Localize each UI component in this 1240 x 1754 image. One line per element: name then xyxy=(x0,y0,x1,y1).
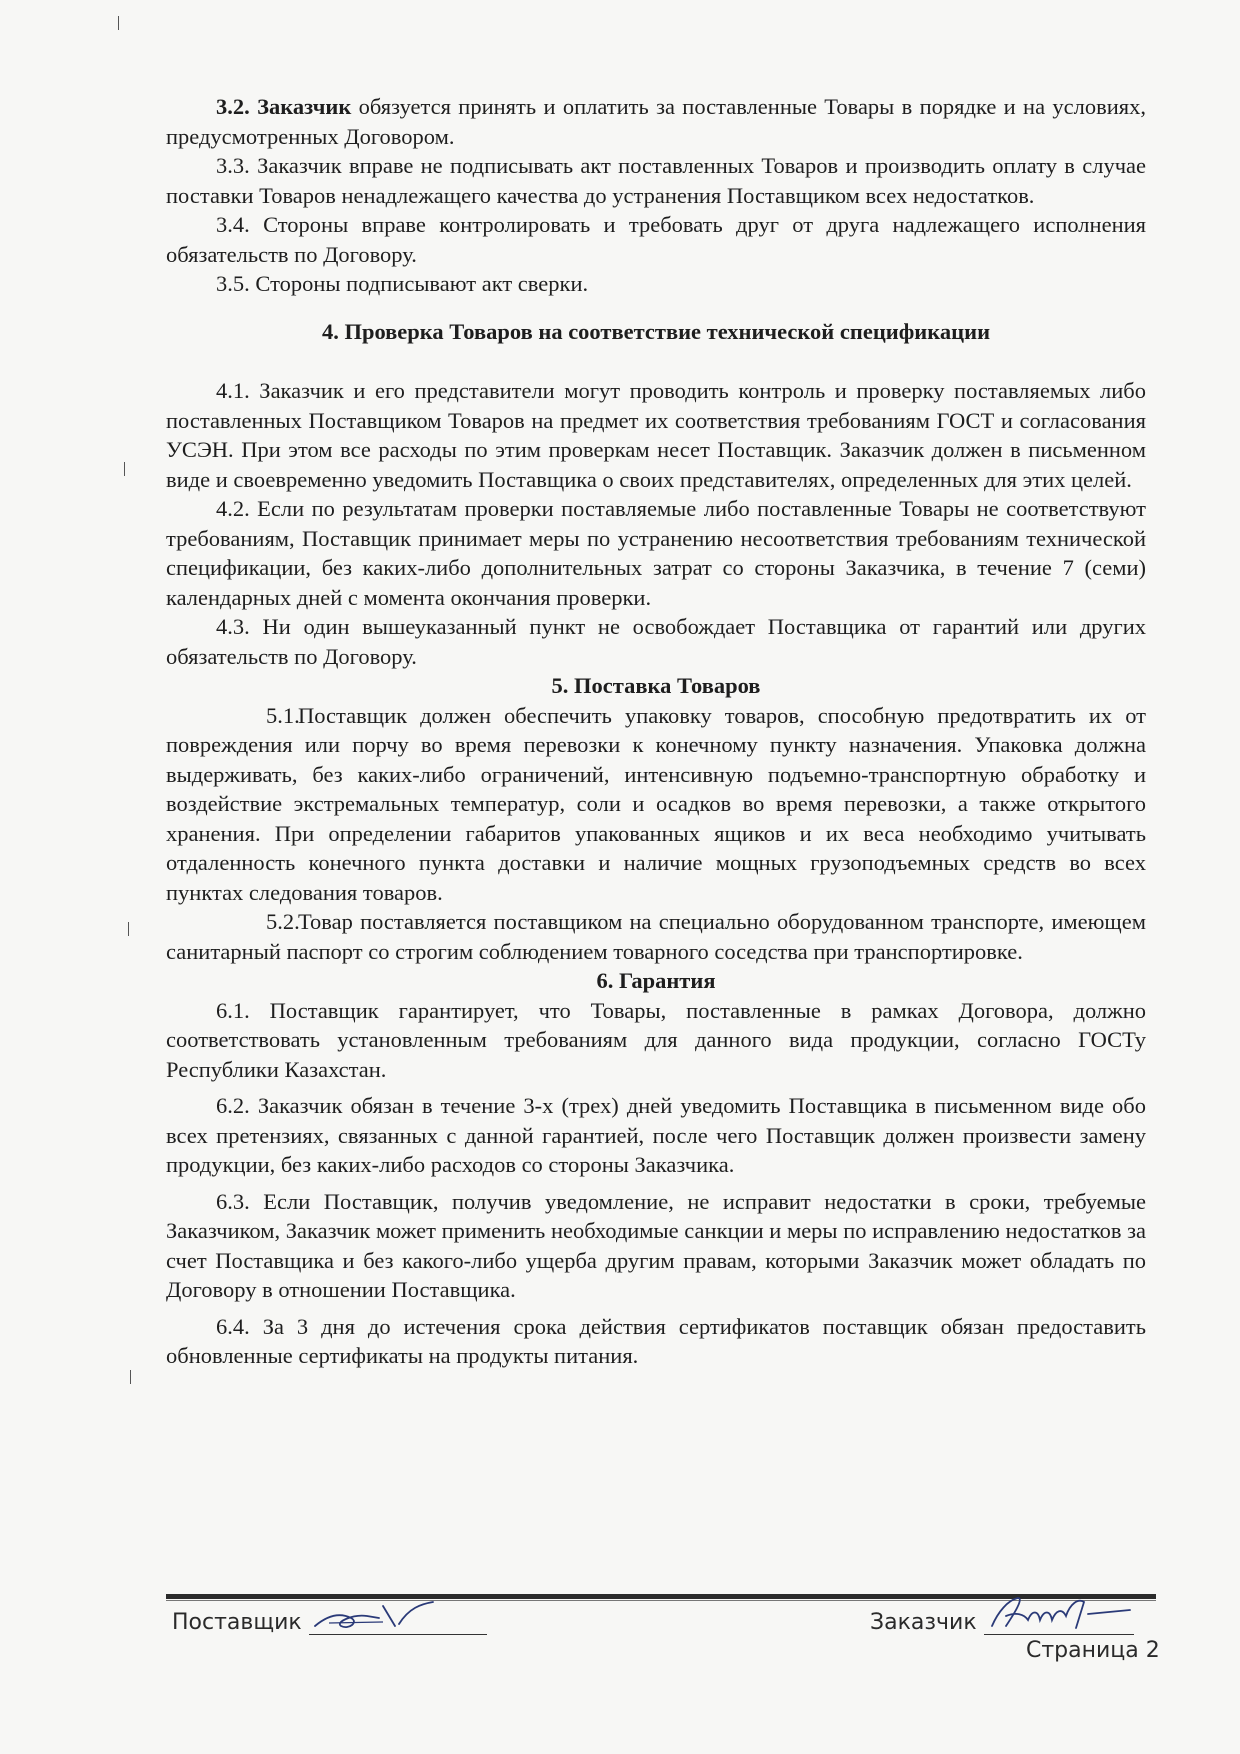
section-4-title: 4. Проверка Товаров на соответствие технической спецификации xyxy=(321,318,991,344)
clause-3-3: 3.3. Заказчик вправе не подписывать акт поставленных Товаров и производить оплату в случае поставки Товаров ненадлежащего качества до устранения Поставщиком всех недостатков. xyxy=(166,153,1146,208)
customer-signature-icon xyxy=(984,1592,1134,1636)
section-6-title: 6. Гарантия xyxy=(596,968,716,993)
page-number: Страница 2 xyxy=(1026,1638,1160,1663)
clause-text: Поставщик должен обеспечить упаковку товаров, способную предотвратить их от повреждения или порчу во время перевозки к конечному пункту назначения. Упаковка должна выдерживать, без каких-либо ограничений, интенсивную подъемно-транспортную обработку и воздействие экстремальных температур, соли и осадков во время перевозки, а также открытого хранения. При определении габаритов упакованных ящиков и их веса необходимо учитывать отдаленность конечного пункта доставки и наличие мощных грузоподъемных средств во всех пунктах следования товаров. xyxy=(166,702,1146,905)
clause-number: 3.2. xyxy=(216,94,250,119)
clause-6-3: 6.3. Если Поставщик, получив уведомление, не исправит недостатки в сроки, требуемые Заказчиком, Заказчик может применить необходимые санкции и меры по исправлению недостатков за счет Поставщика и без какого-либо ущерба другим правам, которыми Заказчик может обладать по Договору в отношении Поставщика. xyxy=(166,1188,1146,1302)
section-5-title: 5. Поставка Товаров xyxy=(551,673,761,698)
clause-3-5: 3.5. Стороны подписывают акт сверки. xyxy=(216,271,589,296)
clause-text: обязуется принять и оплатить за поставленные Товары в порядке и на условиях, предусмотренных Договором. xyxy=(166,94,1147,149)
clause-5-2 xyxy=(166,907,1146,966)
margin-mark xyxy=(128,922,129,936)
document-body xyxy=(166,92,1146,1371)
supplier-label: Поставщик xyxy=(172,1610,302,1635)
clause-4-2: 4.2. Если по результатам проверки поставляемые либо поставленные Товары не соответствуют требованиям, Поставщик принимает меры по устранению несоответствия требованиям технической спецификации, без каких-либо дополнительных затрат со стороны Заказчика, в течение 7 (семи) календарных дней с момента окончания проверки. xyxy=(166,496,1146,610)
customer-label: Заказчик xyxy=(870,1610,977,1635)
clause-6-2: 6.2. Заказчик обязан в течение 3-х (трех) дней уведомить Поставщика в письменном виде обо всех претензиях, связанных с данной гарантией, после чего Поставщик должен произвести замену продукции, без каких-либо расходов со стороны Заказчика. xyxy=(166,1093,1146,1177)
margin-mark xyxy=(124,462,125,476)
customer-signature-block xyxy=(870,1606,1134,1635)
clause-6-4: 6.4. За 3 дня до истечения срока действия сертификатов поставщик обязан предоставить обновленные сертификаты на продукты питания. xyxy=(166,1313,1146,1368)
clause-3-4: 3.4. Стороны вправе контролировать и требовать друг от друга надлежащего исполнения обязательств по Договору. xyxy=(166,212,1146,267)
supplier-signature-line xyxy=(309,1606,487,1635)
clause-4-3: 4.3. Ни один вышеуказанный пункт не освобождает Поставщика от гарантий или других обязательств по Договору. xyxy=(166,614,1146,669)
clause-5-1 xyxy=(166,701,1146,908)
supplier-signature-block xyxy=(172,1606,487,1635)
supplier-signature-icon xyxy=(309,1596,487,1636)
clause-number: 5.1. xyxy=(266,702,300,728)
clause-text: Товар поставляется поставщиком на специально оборудованном транспорте, имеющем санитарный паспорт со строгим соблюдением товарного соседства при транспортировке. xyxy=(166,909,1146,964)
margin-mark xyxy=(130,1370,131,1384)
clause-3-2 xyxy=(166,92,1146,151)
clause-6-1: 6.1. Поставщик гарантирует, что Товары, поставленные в рамках Договора, должно соответствовать установленным требованиям для данного вида продукции, согласно ГОСТу Республики Казахстан. xyxy=(166,997,1146,1082)
clause-4-1: 4.1. Заказчик и его представители могут проводить контроль и проверку поставляемых либо поставленных Поставщиком Товаров на предмет их соответствия требованиям ГОСТ и согласования УСЭН. При этом все расходы по этим проверкам несет Поставщик. Заказчик должен в письменном виде и своевременно уведомить Поставщика о своих представителях, определенных для этих целей. xyxy=(166,378,1146,492)
clause-lead-word: Заказчик xyxy=(257,94,352,119)
customer-signature-line xyxy=(984,1606,1134,1635)
margin-mark xyxy=(118,16,119,30)
clause-number: 5.2. xyxy=(266,909,300,934)
